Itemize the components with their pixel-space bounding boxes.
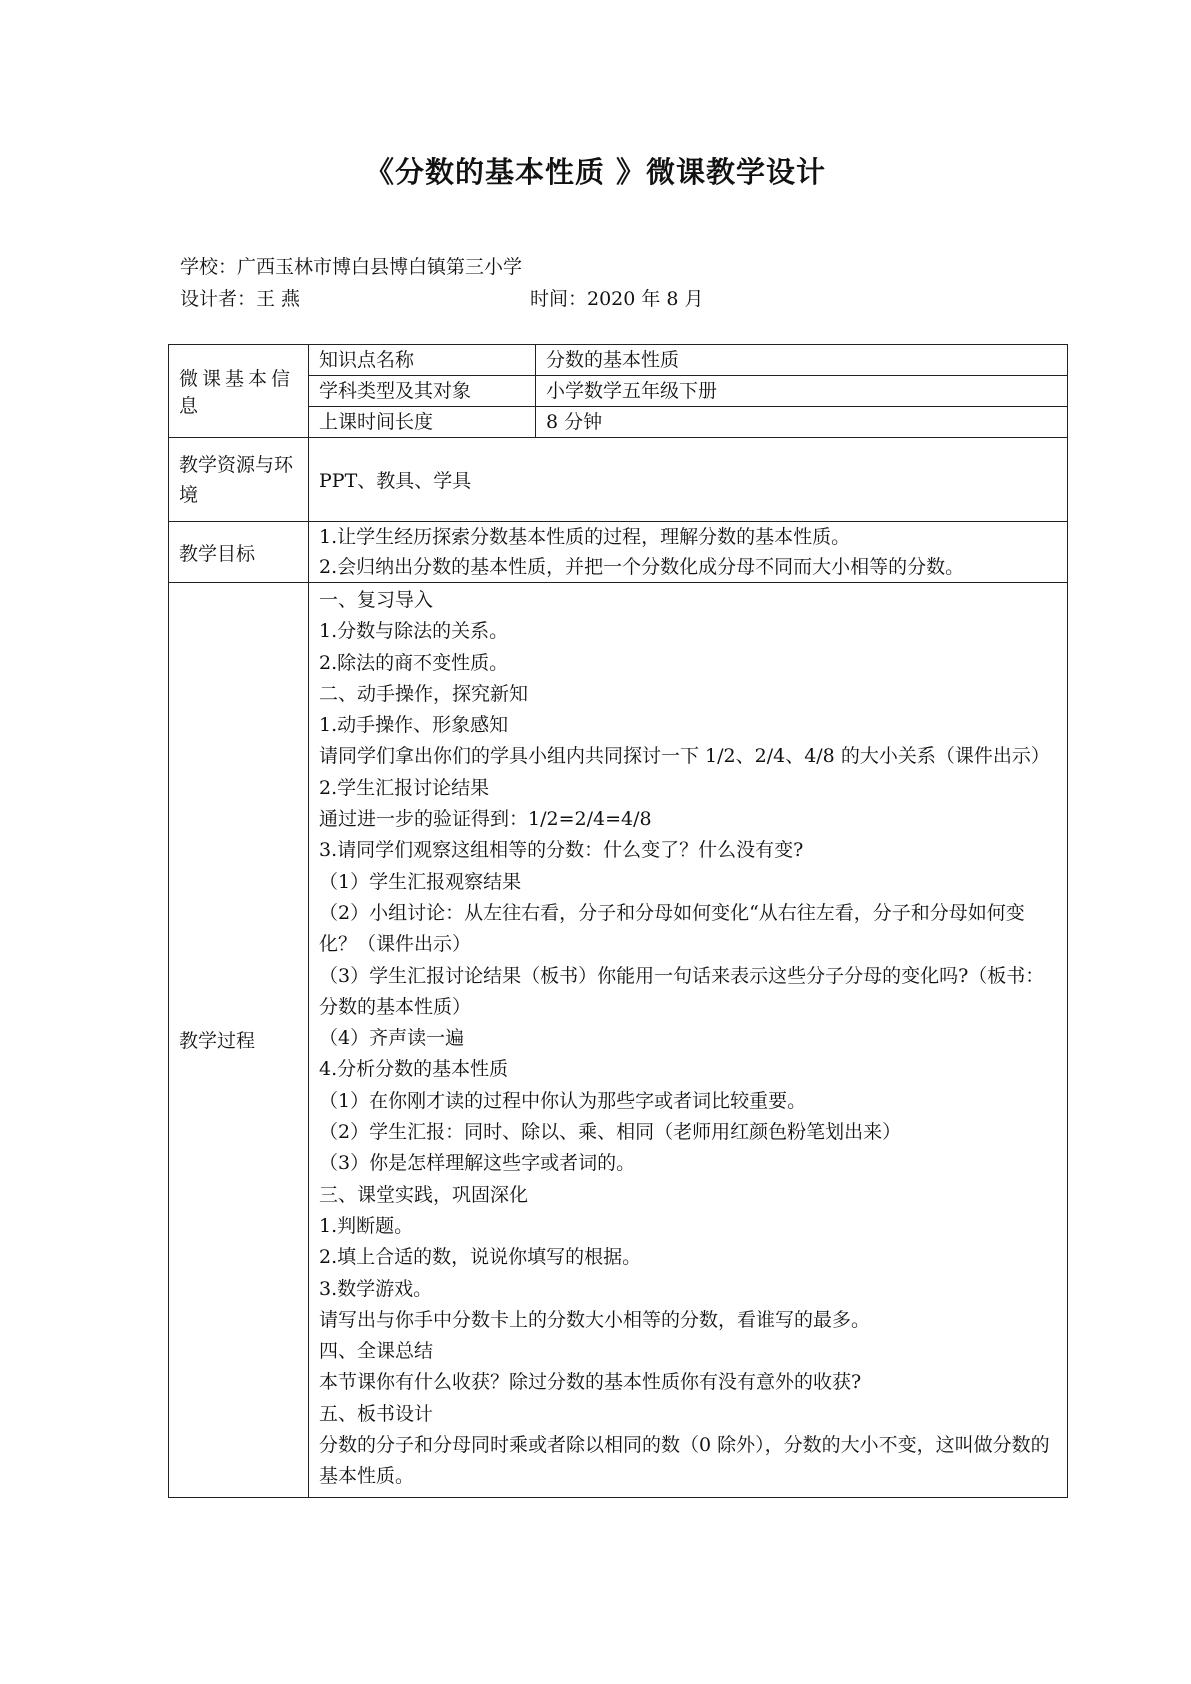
resources-label: 教学资源与环境 — [169, 438, 309, 522]
time-line: 时间：2020 年 8 月 — [530, 288, 704, 310]
process-line: 2.除法的商不变性质。 — [319, 651, 509, 674]
process-line: （1）学生汇报观察结果 — [319, 870, 522, 893]
process-line: 二、动手操作，探究新知 — [319, 682, 529, 705]
basic-info-label: 微课基本信息 — [169, 345, 309, 438]
resources-row — [169, 438, 1068, 522]
process-line: 1.动手操作、形象感知 — [319, 714, 509, 737]
process-line: 四、全课总结 — [319, 1340, 434, 1363]
process-line: 一、复习导入 — [319, 589, 434, 611]
info-key: 知识点名称 — [309, 345, 536, 376]
process-line: （3）你是怎样理解这些字或者词的。 — [319, 1152, 636, 1175]
goal-item: 1.让学生经历探索分数基本性质的过程，理解分数的基本性质。 — [319, 526, 851, 548]
lesson-plan-table — [168, 344, 1068, 1498]
process-line: 本节课你有什么收获？除过分数的基本性质你有没有意外的收获? — [319, 1371, 862, 1394]
info-key: 上课时间长度 — [309, 407, 536, 438]
goal-item: 2.会归纳出分数的基本性质，并把一个分数化成分母不同而大小相等的分数。 — [319, 556, 965, 578]
process-line: （3）学生汇报讨论结果（板书）你能用一句话来表示这些分子分母的变化吗?（板书：分数的基本性质） — [319, 964, 1045, 1018]
basic-info-row-1 — [169, 345, 1068, 376]
process-row — [169, 583, 1068, 1498]
process-line: 4.分析分数的基本性质 — [319, 1058, 509, 1081]
process-line: （2）学生汇报：同时、除以、乘、相同（老师用红颜色粉笔划出来） — [319, 1121, 902, 1144]
process-line: 3.数学游戏。 — [319, 1277, 433, 1300]
info-value: 分数的基本性质 — [536, 345, 1068, 376]
goals-row — [169, 522, 1068, 583]
process-content — [309, 583, 1068, 1498]
school-line: 学校：广西玉林市博白县博白镇第三小学 — [180, 256, 523, 278]
process-line: 1.分数与除法的关系。 — [319, 620, 509, 643]
goals-label: 教学目标 — [169, 522, 309, 583]
process-line: （4）齐声读一遍 — [319, 1027, 465, 1050]
process-line: （2）小组讨论：从左往右看，分子和分母如何变化“从右往左看，分子和分母如何变化？（课件出示） — [319, 901, 1025, 956]
process-line: 通过进一步的验证得到：1/2=2/4=4/8 — [319, 808, 652, 831]
process-label: 教学过程 — [169, 583, 309, 1498]
designer-line: 设计者：王 燕 — [180, 288, 301, 310]
process-line: 五、板书设计 — [319, 1402, 434, 1425]
process-line: 请同学们拿出你们的学具小组内共同探讨一下 1/2、2/4、4/8 的大小关系（课件出示） — [319, 745, 1050, 768]
process-line: 请写出与你手中分数卡上的分数大小相等的分数，看谁写的最多。 — [319, 1308, 871, 1331]
process-line: 2.填上合适的数，说说你填写的根据。 — [319, 1246, 642, 1269]
info-value: 8 分钟 — [536, 407, 1068, 438]
process-line: 3.请同学们观察这组相等的分数：什么变了？什么没有变? — [319, 839, 804, 862]
process-line: 2.学生汇报讨论结果 — [319, 776, 490, 799]
goals-content — [309, 522, 1068, 583]
process-line: 分数的分子和分母同时乘或者除以相同的数（0 除外），分数的大小不变，这叫做分数的基本性质。 — [319, 1434, 1050, 1488]
info-key: 学科类型及其对象 — [309, 376, 536, 407]
process-line: （1）在你刚才读的过程中你认为那些字或者词比较重要。 — [319, 1089, 807, 1112]
process-line: 三、课堂实践，巩固深化 — [319, 1183, 529, 1206]
info-value: 小学数学五年级下册 — [536, 376, 1068, 407]
document-title: 《分数的基本性质 》微课教学设计 — [364, 155, 827, 189]
process-line: 1.判断题。 — [319, 1214, 414, 1237]
resources-value: PPT、教具、学具 — [309, 438, 1068, 522]
